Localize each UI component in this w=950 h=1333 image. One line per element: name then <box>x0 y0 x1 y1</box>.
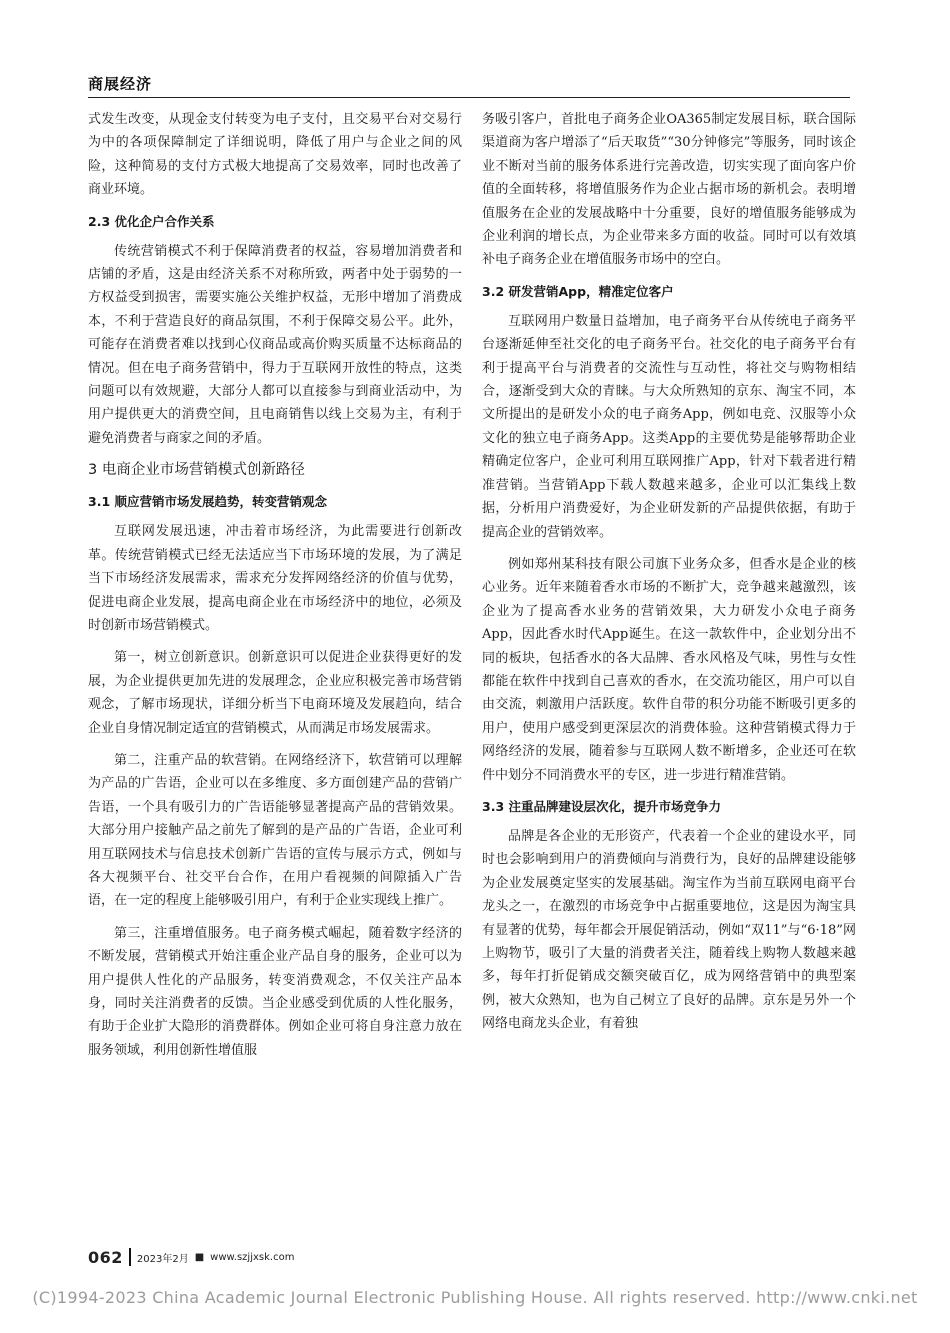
issue-date: 2023年2月 <box>136 1253 189 1265</box>
left-column <box>88 108 462 1062</box>
page-number: 062 <box>88 1247 123 1267</box>
paragraph-3-2-b: 例如郑州某科技有限公司旗下业务众多，但香水是企业的核心业务。近年来随着香水市场的不断扩大，竞争越来越激烈，该企业为了提高香水业务的营销效果，大力研发小众电子商务App，因此香水时代App诞生。在这一款软件中，企业划分出不同的板块，包括香水的各大品牌、香水风格及气味，男性与女性都能在软件中找到自己喜欢的香水，在交流功能区，用户可以自由交流，刺激用户活跃度。软件自带的积分功能不断吸引更多的用户，使用户感受到更深层次的消费体验。这种营销模式得力于网络经济的发展，随着参与互联网人数不断增多，企业还可在软件中划分不同消费水平的专区，进一步进行精准营销。 <box>482 556 856 783</box>
header-rule <box>88 97 850 98</box>
section-heading-3-3: 3.3 注重品牌建设层次化，提升市场竞争力 <box>482 798 721 814</box>
footer-divider <box>129 1248 131 1266</box>
section-heading-3-1: 3.1 顺应营销市场发展趋势，转变营销观念 <box>88 494 327 510</box>
page-footer <box>88 1247 294 1267</box>
paragraph-intro: 式发生改变，从现金支付转变为电子支付，且交易平台对交易行为中的各项保障制定了详细说明，降低了用户与企业之间的风险，这种简易的支付方式极大地提高了交易效率，同时也改善了商业环境。 <box>88 112 462 198</box>
paragraph-continued: 务吸引客户，首批电子商务企业OA365制定发展目标，联合国际渠道商为客户增添了“后天取货”“30分钟修完”等服务，同时该企业不断对当前的服务体系进行完善改造，切实实现了面向客户价值的全面转移，将增值服务作为企业占据市场的新机会。表明增值服务在企业的发展战略中十分重要，良好的增值服务能够成为企业利润的增长点，为企业带来多方面的收益。同时可以有效填补电子商务企业在增值服务市场中的空白。 <box>482 112 856 268</box>
paragraph-3-1-d: 第三，注重增值服务。电子商务模式崛起，随着数字经济的不断发展，营销模式开始注重企业产品自身的服务，企业可以为用户提供人性化的产品服务，转变消费观念，不仅关注产品本身，同时关注消费者的反馈。当企业感受到优质的人性化服务，有助于企业扩大隐形的消费群体。例如企业可将自身注意力放在服务领域，利用创新性增值服 <box>88 925 462 1058</box>
section-heading-3-2: 3.2 研发营销App，精准定位客户 <box>482 283 674 299</box>
right-column <box>482 108 856 1036</box>
journal-title: 商展经济 <box>88 75 153 93</box>
journal-url: www.szjjxsk.com <box>210 1251 295 1263</box>
copyright-watermark: (C)1994-2023 China Academic Journal Electronic Publishing House. All rights reserved. http://www.cnki.net <box>32 1288 918 1307</box>
paragraph-3-2-a: 互联网用户数量日益增加，电子商务平台从传统电子商务平台逐渐延伸至社交化的电子商务平台。社交化的电子商务平台有利于提高平台与消费者的交流性与互动性，将社交与购物相结合，逐渐受到大众的青睐。与大众所熟知的京东、淘宝不同，本文所提出的是研发小众的电子商务App，例如电竞、汉服等小众文化的独立电子商务App。这类App的主要优势是能够帮助企业精确定位客户，企业可利用互联网推广App，针对下载者进行精准营销。当营销App下载人数越来越多，企业可以汇集线上数据，分析用户消费爱好，为企业研发新的产品提供依据，有助于提高企业的营销效率。 <box>482 313 856 540</box>
paragraph-3-3: 品牌是各企业的无形资产，代表着一个企业的建设水平，同时也会影响到用户的消费倾向与消费行为，良好的品牌建设能够为企业发展奠定坚实的发展基础。淘宝作为当前互联网电商平台龙头之一，在激烈的市场竞争中占据重要地位，这是因为淘宝具有显著的优势，每年都会开展促销活动，例如“双11”与“6·18”网上购物节，吸引了大量的消费者关注，随着线上购物人数越来越多，每年打折促销成交额突破百亿，成为网络营销中的典型案例，被大众熟知，也为自己树立了良好的品牌。京东是另外一个网络电商龙头企业，有着独 <box>482 828 856 1032</box>
section-heading-3: 3 电商企业市场营销模式创新路径 <box>88 462 305 479</box>
paragraph-3-1-c: 第二，注重产品的软营销。在网络经济下，软营销可以理解为产品的广告语，企业可以在多维度、多方面创建产品的营销广告语，一个具有吸引力的广告语能够显著提高产品的营销效果。大部分用户接触产品之前先了解到的是产品的广告语，企业可利用互联网技术与信息技术创新广告语的宣传与展示方式，例如与各大视频平台、社交平台合作，在用户看视频的间隙插入广告语，在一定的程度上能够吸引用户，有利于企业实现线上推广。 <box>88 752 462 909</box>
section-heading-2-3: 2.3 优化企户合作关系 <box>88 213 215 229</box>
paragraph-2-3: 传统营销模式不利于保障消费者的权益，容易增加消费者和店铺的矛盾，这是由经济关系不对称所致，两者中处于弱势的一方权益受到损害，需要实施公关维护权益，无形中增加了消费成本，不利于营造良好的商品氛围，不利于保障交易公平。此外，可能存在消费者难以找到心仪商品或高价购买质量不达标商品的情况。但在电子商务营销中，得力于互联网开放性的特点，这类问题可以有效规避，大部分人都可以直接参与到商业活动中，为用户提供更大的消费空间，且电商销售以线上交易为主，有利于避免消费者与商家之间的矛盾。 <box>88 243 462 446</box>
paragraph-3-1-b: 第一，树立创新意识。创新意识可以促进企业获得更好的发展，为企业提供更加先进的发展理念，企业应积极完善市场营销观念，了解市场现状，详细分析当下电商环境及发展趋向，结合企业自身情况制定适宜的营销模式，从而满足市场发展需求。 <box>88 650 462 736</box>
square-bullet-icon: ■ <box>194 1251 205 1263</box>
paragraph-3-1-a: 互联网发展迅速，冲击着市场经济，为此需要进行创新改革。传统营销模式已经无法适应当下市场环境的发展，为了满足当下市场经济发展需求，需求充分发挥网络经济的价值与优势，促进电商企业发展，提高电商企业在市场经济中的地位，必须及时创新市场营销模式。 <box>88 524 462 633</box>
